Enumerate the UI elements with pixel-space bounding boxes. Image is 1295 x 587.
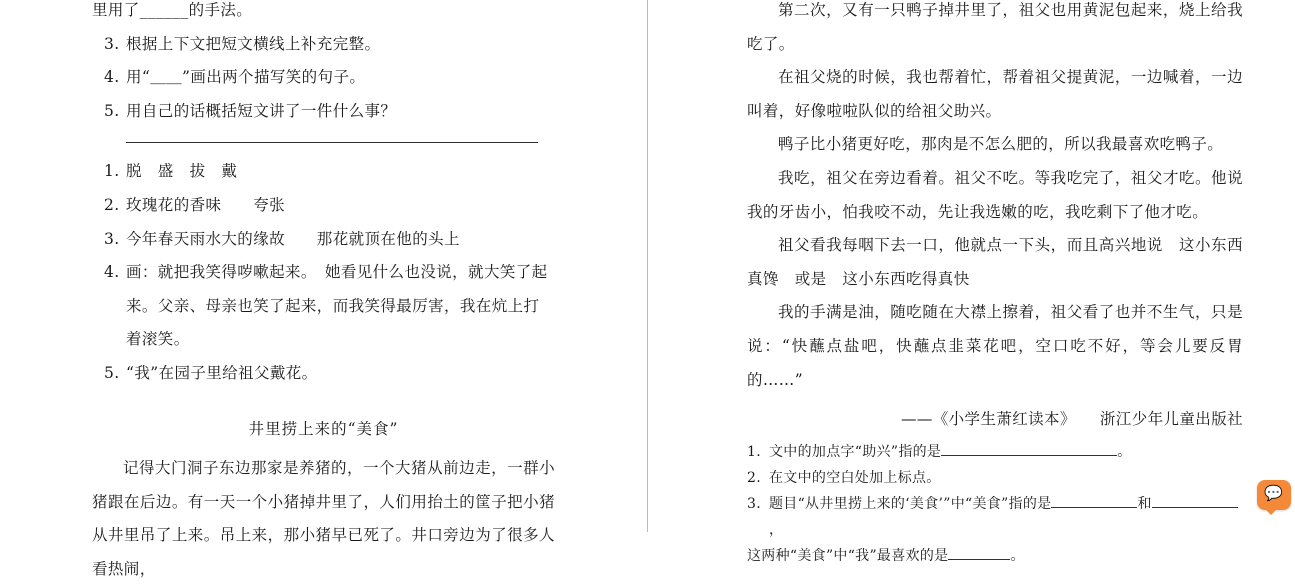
right-page [649, 0, 1295, 564]
exercise-text: 在文中的空白处加上标点。 [769, 469, 941, 486]
exercise-item [747, 439, 1243, 465]
question-text: 根据上下文把短文横线上补充完整。 [126, 34, 381, 53]
answer-text: 今年春天雨水大的缘故 那花就顶在他的头上 [126, 229, 460, 248]
article-paragraph: 第二次，又有一只鸭子掉井里了，祖父也用黄泥包起来，烧上给我吃了。 [747, 1, 1243, 53]
answer-item [92, 357, 555, 391]
question-number: 5. [104, 101, 120, 120]
exercise-suffix: 。 [1010, 547, 1025, 564]
exercise-number: 1. [747, 443, 761, 460]
article-paragraph: 祖父看我每咽下去一口，他就点一下头，而且高兴地说 这小东西真馋 或是 这小东西吃得真快 [747, 236, 1243, 288]
exercise-middle: 和 [1137, 495, 1152, 512]
answer-text: 玫瑰花的香味 夸张 [126, 195, 286, 214]
left-page [0, 0, 648, 578]
answer-blank[interactable] [941, 455, 1117, 456]
question-item [92, 95, 555, 129]
left-page-content [92, 0, 555, 587]
article-paragraph: 在祖父烧的时候，我也帮着忙，帮着祖父提黄泥，一边喊着，一边叫着，好像啦啦队似的给祖父助兴。 [747, 68, 1243, 120]
answer-blank[interactable] [1152, 507, 1238, 508]
article-paragraph: 我的手满是油，随吃随在大襟上擦着，祖父看了也并不生气，只是说：“快蘸点盐吧，快蘸点韭菜花吧，空口吃不好，等会儿要反胃的……” [747, 303, 1243, 389]
answer-blank[interactable] [1051, 507, 1137, 508]
exercise-suffix: 。 [1117, 443, 1132, 460]
answer-text: “我”在园子里给祖父戴花。 [126, 363, 318, 382]
partial-top-line: 里用了______的手法。 [92, 1, 253, 19]
question-number: 4. [104, 68, 120, 87]
question-text: 用“＿＿”画出两个描写笑的句子。 [126, 68, 366, 87]
exercise-number: 3. [747, 495, 761, 512]
right-page-content [747, 0, 1243, 569]
answer-text: 脱 盛 拔 戴 [126, 162, 238, 181]
answer-number: 2. [104, 195, 120, 214]
section-divider [126, 142, 538, 143]
exercise-item-continuation [747, 543, 1243, 569]
question-item [92, 61, 555, 95]
answer-number: 4. [104, 263, 120, 282]
exercise-suffix: ， [769, 521, 784, 538]
question-text: 用自己的话概括短文讲了一件什么事？ [126, 101, 397, 120]
answer-text: 画：就把我笑得哕嗽起来。 她看见什么也没说，就大笑了起来。父亲、母亲也笑了起来，而我笑得最厉害，我在炕上打着滚笑。 [126, 263, 548, 349]
answer-number: 5. [104, 363, 120, 382]
answer-item [92, 223, 555, 257]
exercise-text: 文中的加点字“助兴”指的是 [769, 443, 942, 460]
exercise-item [747, 491, 1243, 543]
answer-item [92, 256, 555, 357]
answer-item [92, 155, 555, 189]
article-paragraph: 鸭子比小猪更好吃，那肉是不怎么肥的，所以我最喜欢吃鸭子。 [778, 135, 1224, 154]
chat-bubble-icon[interactable]: 💬 [1257, 480, 1291, 510]
exercise-text: 这两种“美食”中“我”最喜欢的是 [747, 547, 949, 564]
exercise-text: 题目“从井里捞上来的‘美食’”中“美食”指的是 [769, 495, 1052, 512]
answer-item [92, 189, 555, 223]
article-paragraph: 记得大门洞子东边那家是养猪的，一个大猪从前边走，一群小猪跟在后边。有一天一个小猪掉井里了，人们用抬土的筐子把小猪从井里吊了上来。吊上来，那小猪早已死了。井口旁边为了很多人看热闹， [92, 459, 555, 578]
article-title: 井里捞上来的“美食” [248, 419, 399, 438]
answer-number: 3. [104, 229, 120, 248]
question-item [92, 28, 555, 62]
answer-blank[interactable] [948, 559, 1010, 560]
exercise-item [747, 465, 1243, 491]
article-source: ——《小学生萧红读本》 浙江少年儿童出版社 [900, 410, 1243, 429]
answer-number: 1. [104, 162, 120, 181]
question-number: 3. [104, 34, 120, 53]
exercise-number: 2. [747, 469, 761, 486]
article-paragraph: 我吃，祖父在旁边看着。祖父不吃。等我吃完了，祖父才吃。他说我的牙齿小，怕我咬不动，先让我选嫩的吃，我吃剩下了他才吃。 [747, 168, 1243, 221]
